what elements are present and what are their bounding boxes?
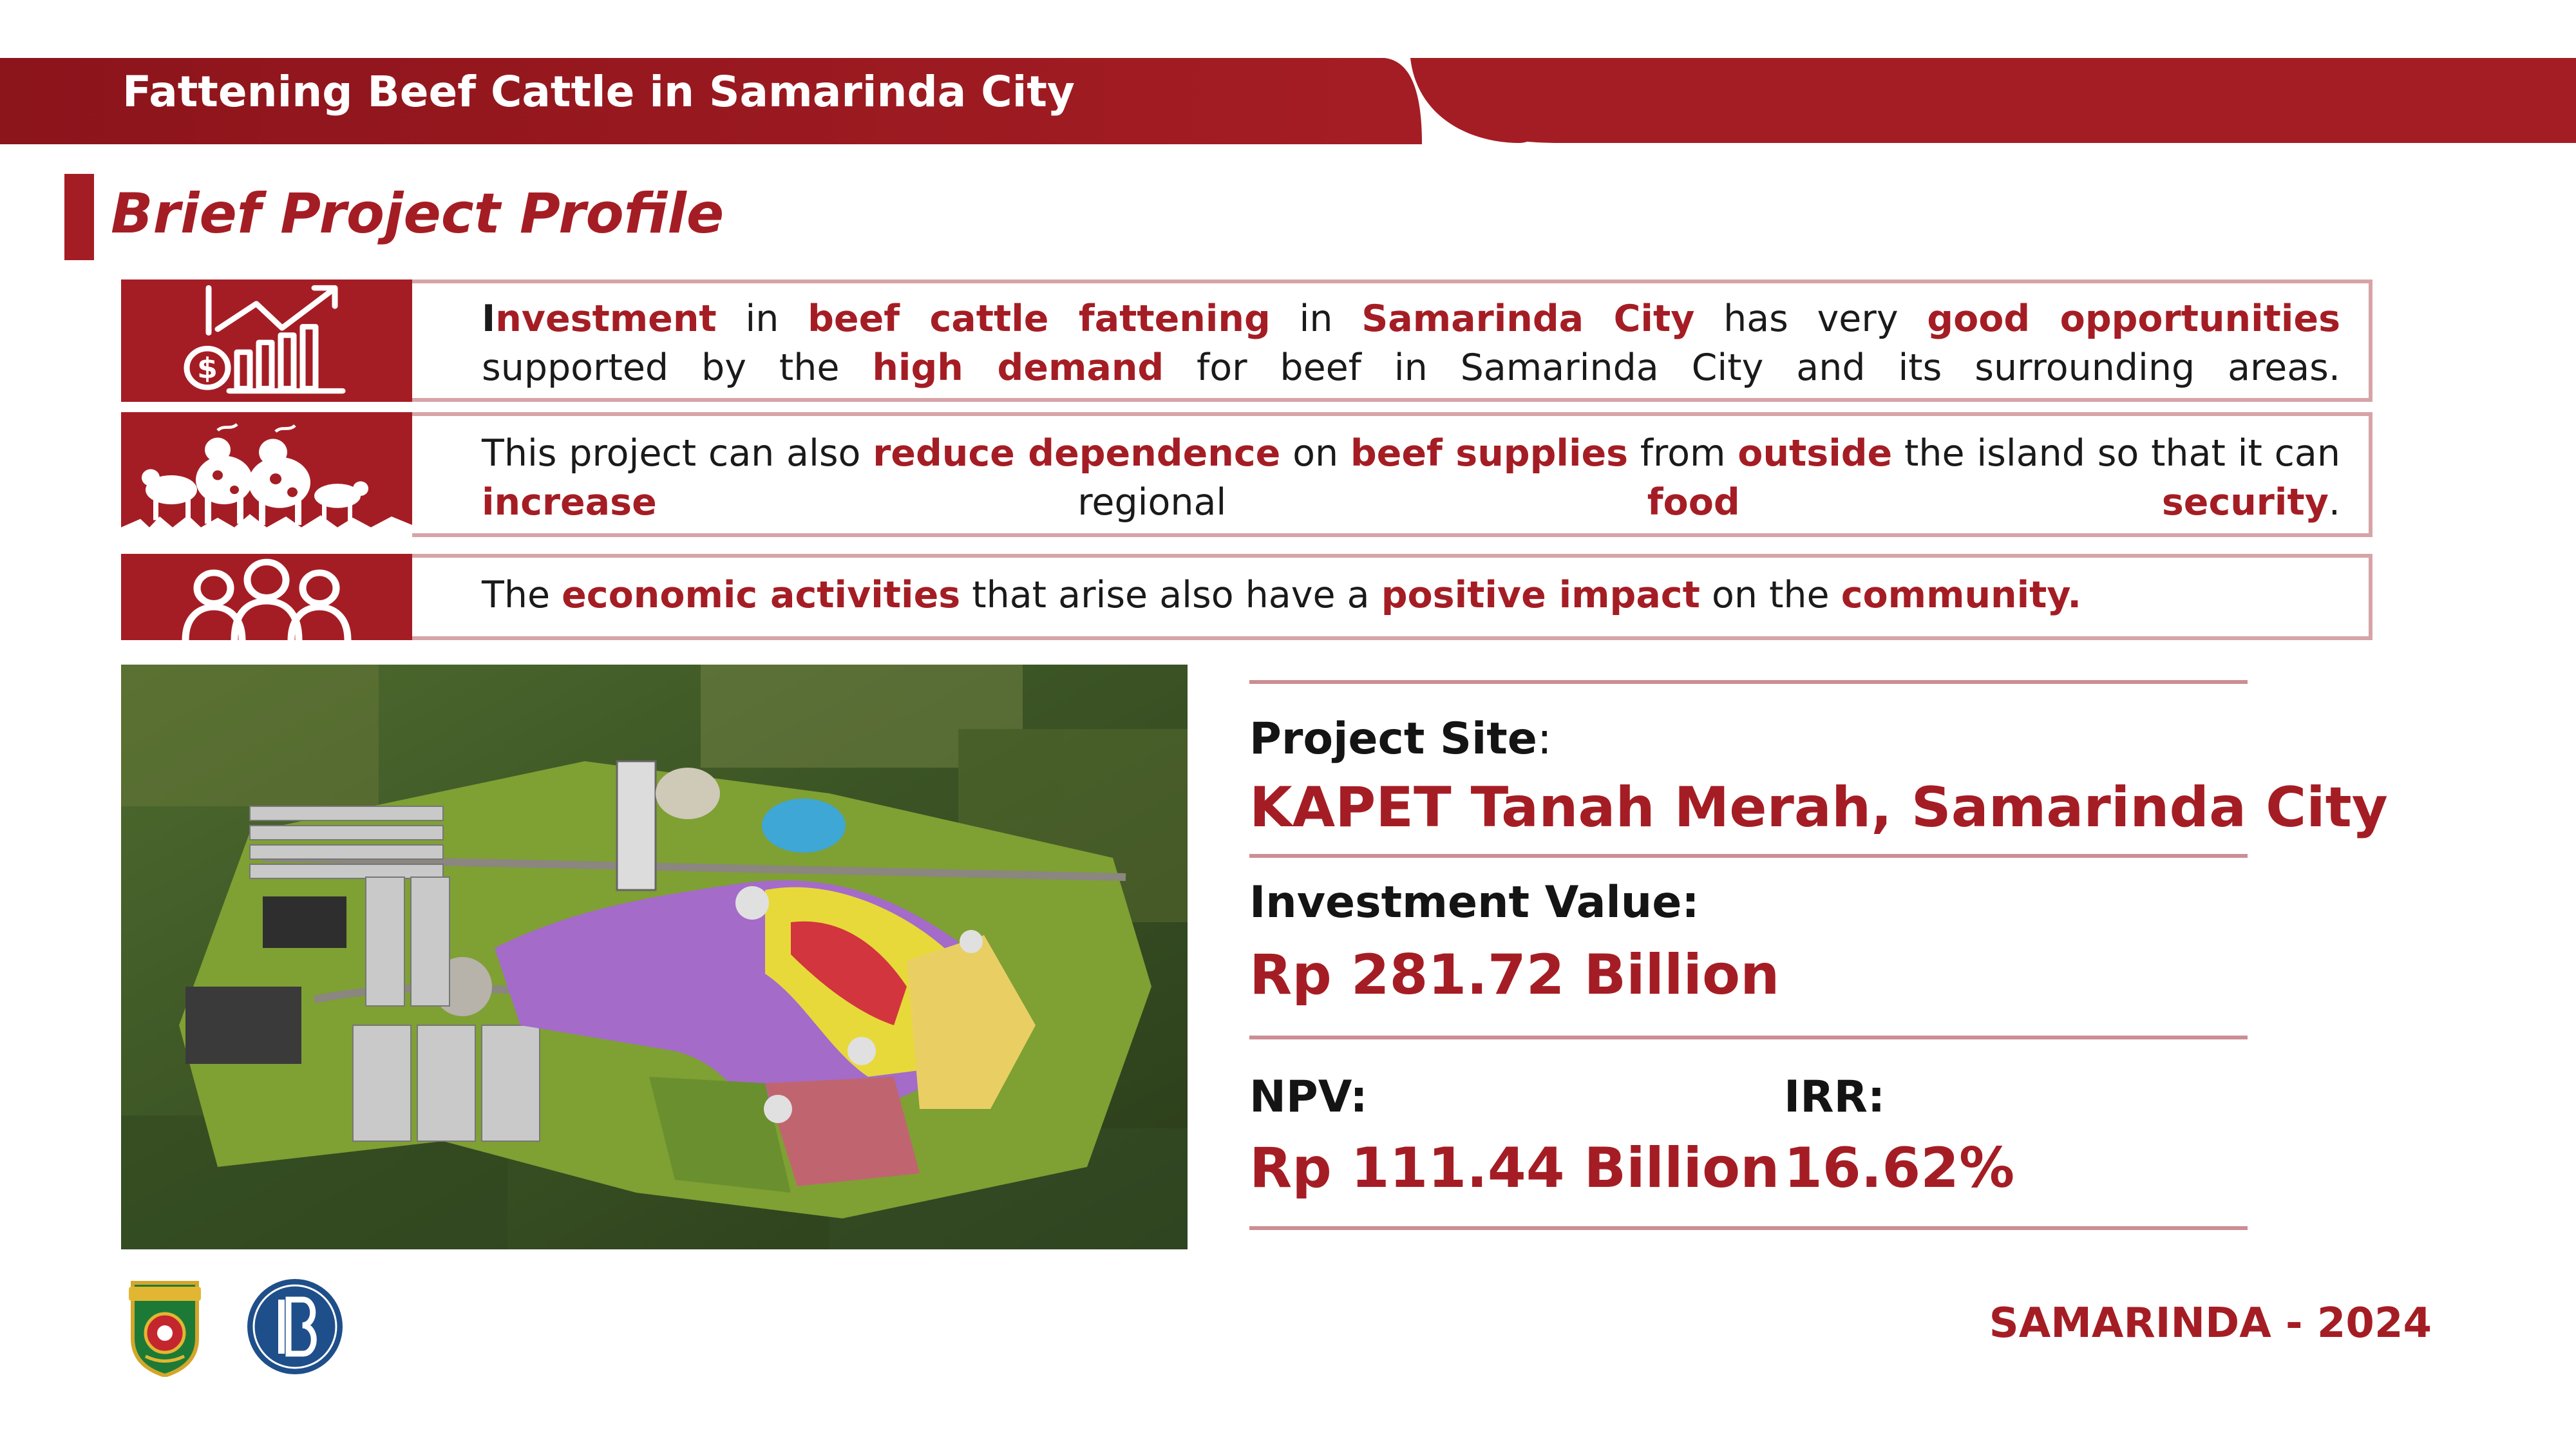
highlight-text: high demand <box>872 346 1164 389</box>
body-text: for beef in Samarinda City and its surrounding areas. <box>1164 346 2340 389</box>
npv-value: Rp 111.44 Billion <box>1249 1136 1780 1200</box>
info-rule-bottom <box>1249 1226 2248 1230</box>
body-text: the island so that it can <box>1892 432 2340 475</box>
body-text: in <box>716 298 808 340</box>
project-site-label: Project Site: <box>1249 714 1552 764</box>
body-text: regional <box>656 481 1647 524</box>
bank-indonesia-logo <box>246 1278 344 1376</box>
info-rule-site <box>1249 854 2248 858</box>
highlight-text: economic activities <box>562 574 961 616</box>
header-right-wave-body <box>1410 58 2576 143</box>
highlight-text: beef supplies <box>1350 432 1629 475</box>
body-text: . <box>2328 481 2340 524</box>
highlight-text: community. <box>1841 574 2081 616</box>
masterplan-aerial-image <box>121 665 1188 1249</box>
body-text: from <box>1628 432 1738 475</box>
highlight-text: reduce dependence <box>873 432 1281 475</box>
cattle-icon <box>121 412 412 537</box>
community-icon <box>121 554 412 640</box>
body-text: that arise also have a <box>960 574 1381 616</box>
info-rule-investment <box>1249 1036 2248 1039</box>
highlight-text: outside <box>1738 432 1893 475</box>
samarinda-city-emblem <box>120 1274 210 1377</box>
body-text: on the <box>1700 574 1841 616</box>
highlight-text: beef cattle fattening <box>808 298 1271 340</box>
irr-label: IRR: <box>1784 1072 1886 1122</box>
irr-value: 16.62% <box>1784 1136 2015 1200</box>
body-text: has very <box>1694 298 1927 340</box>
highlight-text: food security <box>1647 481 2329 524</box>
header-title: Fattening Beef Cattle in Samarinda City <box>122 67 1075 117</box>
investment-value-label: Investment Value: <box>1249 877 1700 928</box>
footer-location-year: SAMARINDA - 2024 <box>1989 1300 2432 1347</box>
highlight-text: increase <box>482 481 657 524</box>
body-text: The <box>482 574 562 616</box>
highlight-text: Samarinda City <box>1361 298 1695 340</box>
body-text: This project can also <box>482 432 873 475</box>
profile-point-community <box>121 554 2372 640</box>
profile-point-investment <box>121 279 2372 402</box>
section-accent-bar <box>64 174 94 260</box>
body-text: in <box>1270 298 1362 340</box>
point-1-text <box>482 294 2340 392</box>
svg-text:$: $ <box>197 352 218 385</box>
investment-value: Rp 281.72 Billion <box>1249 943 1780 1007</box>
highlight-text: I <box>482 298 496 340</box>
highlight-text: good opportunities <box>1927 298 2341 340</box>
investment-growth-icon <box>121 279 412 402</box>
point-2-text <box>482 429 2340 527</box>
body-text: supported by the <box>482 346 873 389</box>
profile-point-food-security <box>121 412 2372 537</box>
body-text: on <box>1280 432 1350 475</box>
info-rule-top <box>1249 680 2248 684</box>
project-site-value: KAPET Tanah Merah, Samarinda City <box>1249 775 2388 840</box>
point-3-text <box>482 571 2340 620</box>
highlight-text: nvestment <box>495 298 717 340</box>
npv-label: NPV: <box>1249 1072 1368 1122</box>
highlight-text: positive impact <box>1381 574 1700 616</box>
section-title: Brief Project Profile <box>111 182 724 246</box>
